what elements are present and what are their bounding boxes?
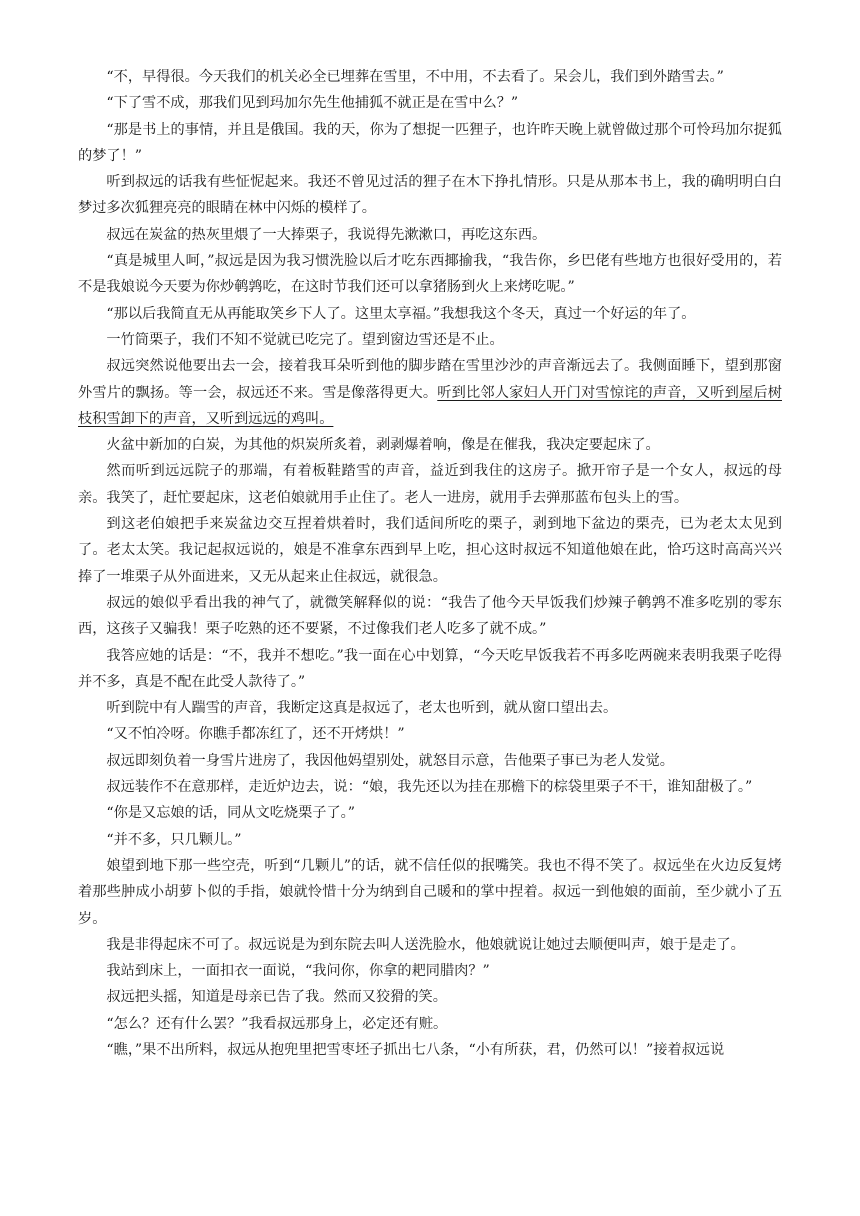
paragraph: “下了雪不成，那我们见到玛加尔先生他捕狐不就正是在雪中么？”: [106, 95, 519, 112]
paragraph: 叔远即刻负着一身雪片进房了，我因他妈望别处，就怒目示意，告他栗子事已为老人发觉。: [106, 752, 674, 769]
paragraph: “那是书上的事情，并且是俄国。我的天，你为了想捉一匹狸子，也许昨天晚上就曾做过那个可怜玛加尔捉狐的梦了！”: [78, 121, 782, 164]
paragraph: “并不多，只几颗儿。”: [106, 831, 242, 848]
paragraph-text: 叔远突然说他要出去一会，接着我耳朵听到他的脚步踏在雪里沙沙的声音渐远去了。我侧面睡下，望到那窗外雪片的飘扬。等一会，叔远还不来。雪是像落得更大。: [78, 358, 782, 401]
paragraph: “不，早得很。今天我们的机关必全已埋葬在雪里，不中用，不去看了。呆会儿，我们到外踏雪去。”: [106, 69, 724, 85]
paragraph: 一竹筒栗子，我们不知不觉就已吃完了。望到窗边雪还是不止。: [106, 331, 504, 348]
paragraph: 娘望到地下那一些空壳，听到“几颗儿”的话，就不信任似的抿嘴笑。我也不得不笑了。叔远坐在火边反复烤着那些肿成小胡萝卜似的手指，娘就怜惜十分为纳到自己暖和的掌中捏着。叔远一到他娘的面前，至少就小了五岁。: [78, 857, 782, 927]
paragraph: 我答应她的话是：“不，我并不想吃。”我一面在心中划算，“今天吃早饭我若不再多吃两碗来表明我栗子吃得并不多，真是不配在此受人款待了。”: [78, 647, 782, 690]
paragraph: 听到院中有人踹雪的声音，我断定这真是叔远了，老太也听到，就从窗口望出去。: [106, 700, 618, 717]
paragraph: “瞧，”果不出所料，叔远从抱兜里把雪枣坯子抓出七八条，“小有所获，君，仍然可以！”接着叔远说: [106, 1041, 725, 1058]
paragraph: 到这老伯娘把手来炭盆边交互捏着烘着时，我们适间所吃的栗子，剥到地下盆边的栗壳，已为老太太见到了。老太太笑。我记起叔远说的，娘是不准拿东西到早上吃，担心这时叔远不知道他娘在此，恰巧这时高高兴兴捧了一堆栗子从外面进来，又无从起来止住叔远，就很急。: [78, 516, 782, 585]
paragraph-with-underline: [78, 353, 782, 432]
paragraph: 听到叔远的话我有些怔怩起来。我还不曾见过活的狸子在木下挣扎情形。只是从那本书上，我的确明明白白梦过多次狐狸亮亮的眼睛在林中闪烁的模样了。: [78, 174, 782, 217]
paragraph: 叔远在炭盆的热灰里煨了一大捧栗子，我说得先漱漱口，再吃这东西。: [106, 226, 547, 243]
paragraph: “怎么？还有什么罢？”我看叔远那身上，必定还有赃。: [106, 1015, 448, 1032]
paragraph: 我站到床上，一面扣衣一面说，“我问你，你拿的耙同腊肉？”: [106, 963, 490, 980]
document-body: [78, 64, 782, 1063]
paragraph: 然而听到远远院子的那端，有着板鞋踏雪的声音，益近到我住的这房子。掀开帘子是一个女人，叔远的母亲。我笑了，赶忙要起床，这老伯娘就用手止住了。老人一进房，就用手去弹那蓝布包头上的雪。: [78, 463, 782, 506]
paragraph: 叔远的娘似乎看出我的神气了，就微笑解释似的说：“我告了他今天早饭我们炒辣子鹌鹑不准多吃别的零东西，这孩子又骗我！栗子吃熟的还不要紧，不过像我们老人吃多了就不成。”: [78, 594, 782, 638]
paragraph: 叔远把头摇，知道是母亲已告了我。然而又狡猾的笑。: [106, 989, 447, 1006]
underlined-sentence: 听到比邻人家妇人开门对雪惊诧的声音，又听到屋后树枝积雪卸下的声音，又听到远远的鸡叫。: [78, 384, 782, 427]
paragraph: 火盆中新加的白炭，为其他的炽炭所炙着，剥剥爆着响，像是在催我，我决定要起床了。: [106, 437, 660, 454]
paragraph: “真是城里人呵，”叔远是因为我习惯洗脸以后才吃东西揶揄我，“我告你，乡巴佬有些地方也很好受用的，若不是我娘说今天要为你炒鹌鹑吃，在这时节我们还可以拿猪肠到火上来烤吃呢。”: [78, 253, 782, 296]
paragraph: “又不怕冷呀。你瞧手都冻红了，还不开烤烘！”: [106, 726, 405, 743]
paragraph: “你是又忘娘的话，同从文吃烧栗子了。”: [106, 805, 355, 822]
paragraph: 叔远装作不在意那样，走近炉边去，说：“娘，我先还以为挂在那檐下的棕袋里栗子不干，谁知甜极了。”: [106, 779, 753, 796]
paragraph: “那以后我简直无从再能取笑乡下人了。这里太享福。”我想我这个冬天，真过一个好运的年了。: [106, 305, 696, 322]
paragraph: 我是非得起床不可了。叔远说是为到东院去叫人送洗脸水，他娘就说让她过去顺便叫声，娘于是走了。: [106, 936, 745, 953]
